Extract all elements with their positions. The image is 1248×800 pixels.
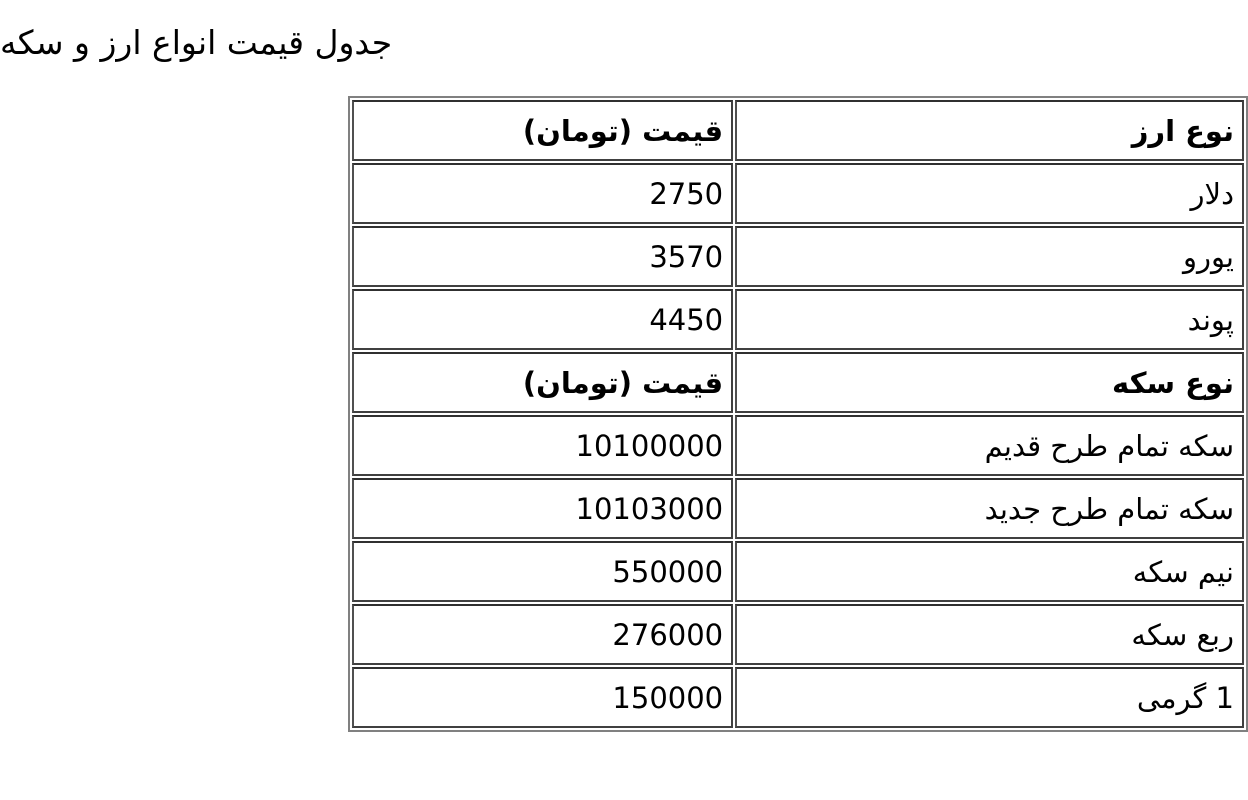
currency-price: 4450: [352, 289, 733, 350]
coin-name: سکه تمام طرح جدید: [735, 478, 1244, 539]
table-row: [352, 667, 1244, 728]
price-table-container: [348, 96, 1248, 746]
coin-price: 10100000: [352, 415, 733, 476]
coin-price: 10103000: [352, 478, 733, 539]
currency-price: 3570: [352, 226, 733, 287]
coin-name: 1 گرمی: [735, 667, 1244, 728]
coin-name: ربع سکه: [735, 604, 1244, 665]
currency-name: دلار: [735, 163, 1244, 224]
currency-header-row: [352, 100, 1244, 161]
page-title: جدول قیمت انواع ارز و سکه: [0, 23, 393, 62]
currency-name: یورو: [735, 226, 1244, 287]
table-row: [352, 604, 1244, 665]
coin-price: 150000: [352, 667, 733, 728]
table-row: [352, 478, 1244, 539]
currency-name: پوند: [735, 289, 1244, 350]
price-table: [348, 96, 1248, 732]
coin-name: نیم سکه: [735, 541, 1244, 602]
table-row: [352, 226, 1244, 287]
currency-price-header: قيمت (تومان): [352, 100, 733, 161]
coin-price-header: قيمت (تومان): [352, 352, 733, 413]
table-row: [352, 541, 1244, 602]
coin-header-row: [352, 352, 1244, 413]
coin-price: 550000: [352, 541, 733, 602]
currency-price: 2750: [352, 163, 733, 224]
table-row: [352, 415, 1244, 476]
coin-name: سکه تمام طرح قدیم: [735, 415, 1244, 476]
coin-price: 276000: [352, 604, 733, 665]
table-row: [352, 289, 1244, 350]
currency-type-header: نوع ارز: [735, 100, 1244, 161]
coin-type-header: نوع سکه: [735, 352, 1244, 413]
table-row: [352, 163, 1244, 224]
